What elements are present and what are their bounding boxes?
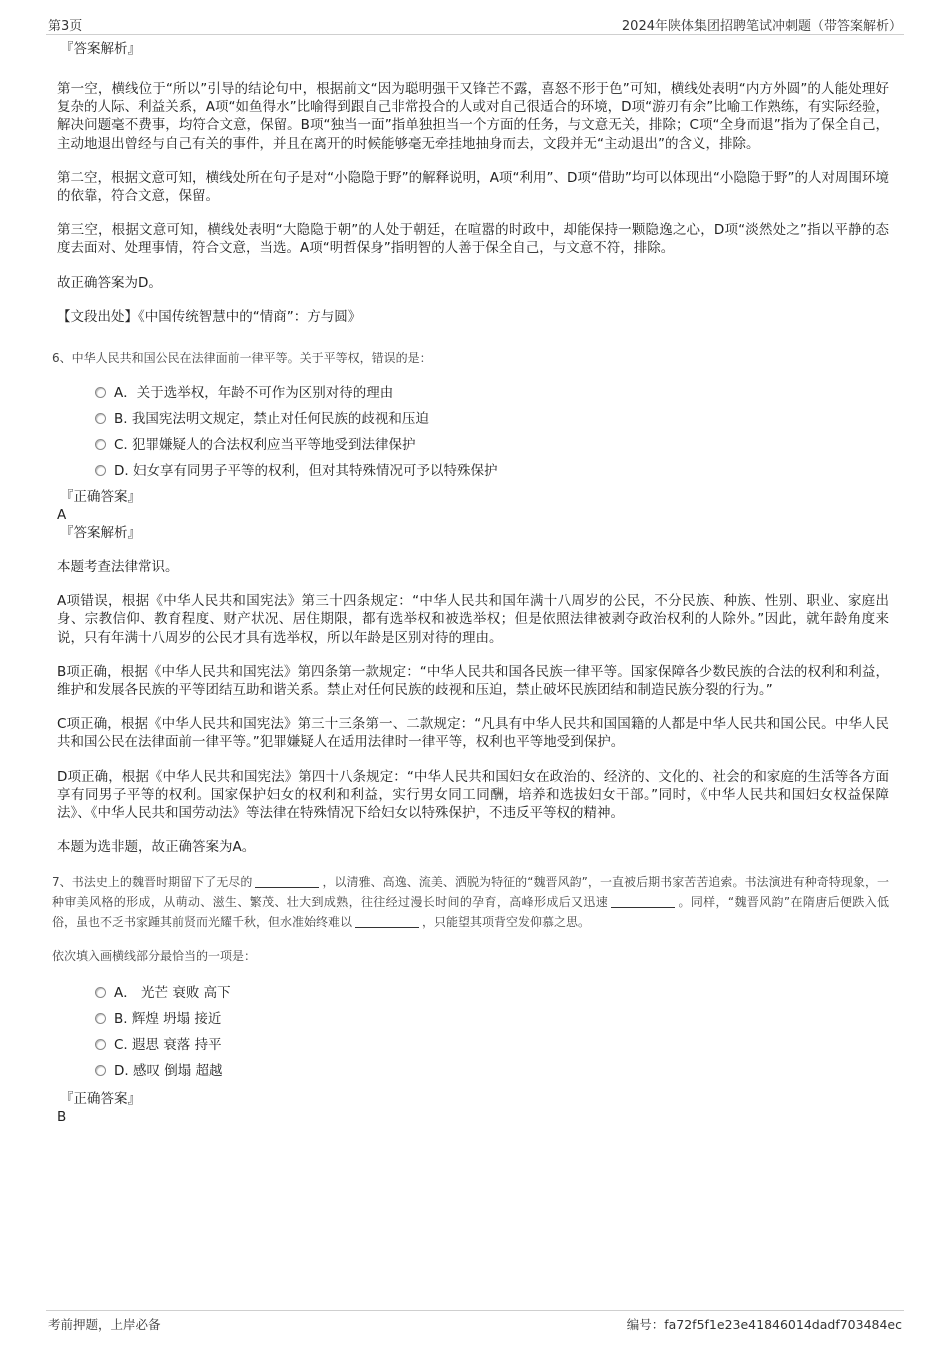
option-b[interactable]	[95, 1006, 889, 1032]
correct-answer-label: 『正确答案』	[60, 489, 141, 506]
radio-icon[interactable]	[95, 413, 106, 424]
footer-slogan: 考前押题，上岸必备	[48, 1317, 161, 1332]
option-label: D. 妇女享有同男子平等的权利，但对其特殊情况可予以特殊保护	[114, 463, 498, 480]
option-list	[57, 980, 889, 1084]
analysis-label: 『答案解析』	[60, 525, 141, 542]
question-stem: 6、中华人民共和国公民在法律面前一律平等。关于平等权，错误的是：	[52, 351, 432, 366]
page-content	[52, 40, 889, 1126]
option-list	[57, 380, 889, 484]
analysis-paragraph: 第三空，根据文意可知，横线处表明“大隐隐于朝”的人处于朝廷，在喧嚣的时政中，却能保持一颗隐逸之心，D项“淡然处之”指以平静的态度去面对、处理事情，符合文意，当选。A项“明哲保身”指明智的人善于保全自己，与文意不符，排除。	[57, 222, 889, 257]
option-label: B. 我国宪法明文规定，禁止对任何民族的歧视和压迫	[114, 411, 429, 428]
document-code: 编号：fa72f5f1e23e41846014dadf703484ec	[626, 1317, 902, 1332]
option-label: A． 光芒 衰败 高下	[114, 985, 231, 1002]
analysis-paragraph: 第一空，横线位于“所以”引导的结论句中，根据前文“因为聪明强干又锋芒不露，喜怒不形于色”可知，横线处表明“内方外圆”的人能处理好复杂的人际、利益关系，A项“如鱼得水”比喻得到跟自己非常投合的人或对自己很适合的环境，D项“游刃有余”比喻工作熟练，有实际经验，解决问题毫不费事，均符合文意，保留。B项“独当一面”指单独担当一个方面的任务，与文意无关，排除；C项“全身而退”指为了保全自己，主动地退出曾经与自己有关的事件，并且在离开的时候能够毫无牵挂地抽身而去，文段并无“主动退出”的含义，排除。	[57, 81, 889, 152]
option-label: A．关于选举权，年龄不可作为区别对待的理由	[114, 385, 394, 402]
radio-icon[interactable]	[95, 1065, 106, 1076]
option-d[interactable]	[95, 1058, 889, 1084]
question-stem: 7、书法史上的魏晋时期留下了无尽的 ，以清雅、高逸、流美、洒脱为特征的“魏晋风韵”，一直被后期书家苦苦追索。书法演进有种奇特现象，一种审美风格的形成，从萌动、滋生、繁茂、壮大到成熟，往往经过漫长时间的孕育，高峰形成后又迅速 。同样，“魏晋风韵”在隋唐后便跌入低俗，虽也不乏书家踵其前贤而光耀千秋，但水准始终难以 ，只能望其项背空发仰慕之思。	[52, 875, 889, 930]
analysis-paragraph: A项错误，根据《中华人民共和国宪法》第三十四条规定：“中华人民共和国年满十八周岁的公民，不分民族、种族、性别、职业、家庭出身、宗教信仰、教育程度、财产状况、居住期限，都有选举权和被选举权；但是依照法律被剥夺政治权利的人除外。”因此，就年龄角度来说，只有年满十八周岁的公民才具有选举权，所以年龄是区别对待的理由。	[57, 593, 889, 646]
radio-icon[interactable]	[95, 1013, 106, 1024]
option-c[interactable]	[95, 1032, 889, 1058]
correct-answer: B	[57, 1109, 67, 1126]
fill-blank	[255, 875, 319, 888]
option-label: C. 遐思 衰落 持平	[114, 1037, 222, 1054]
analysis-label: 『答案解析』	[60, 41, 141, 57]
fill-blank	[355, 915, 419, 928]
analysis-paragraph: 本题考查法律常识。	[57, 559, 179, 576]
option-label: D. 感叹 倒塌 超越	[114, 1063, 223, 1080]
analysis-paragraph: D项正确，根据《中华人民共和国宪法》第四十八条规定：“中华人民共和国妇女在政治的、经济的、文化的、社会的和家庭的生活等各方面享有同男子平等的权利。国家保护妇女的权利和利益，实行男女同工同酬，培养和选拔妇女干部。”同时，《中华人民共和国妇女权益保障法》、《中华人民共和国劳动法》等法律在特殊情况下给妇女以特殊保护，不违反平等权的精神。	[57, 768, 889, 822]
document-title: 2024年陕体集团招聘笔试冲刺题（带答案解析）	[621, 19, 902, 34]
analysis-paragraph: B项正确，根据《中华人民共和国宪法》第四条第一款规定：“中华人民共和国各民族一律平等。国家保障各少数民族的合法的权利和利益，维护和发展各民族的平等团结互助和谐关系。禁止对任何民族的歧视和压迫，禁止破坏民族团结和制造民族分裂的行为。”	[57, 663, 889, 699]
option-d[interactable]	[95, 458, 889, 484]
option-c[interactable]	[95, 432, 889, 458]
page-header	[46, 12, 904, 35]
option-a[interactable]	[95, 380, 889, 406]
option-b[interactable]	[95, 406, 889, 432]
page-number: 第3页	[48, 19, 83, 34]
analysis-paragraph: C项正确，根据《中华人民共和国宪法》第三十三条第一、二款规定：“凡具有中华人民共和国国籍的人都是中华人民共和国公民。中华人民共和国公民在法律面前一律平等。”犯罪嫌疑人在适用法律时一律平等，权利也平等地受到保护。	[57, 716, 889, 751]
correct-answer-label: 『正确答案』	[60, 1091, 141, 1108]
option-a[interactable]	[95, 980, 889, 1006]
question-prompt: 依次填入画横线部分最恰当的一项是：	[52, 949, 257, 964]
radio-icon[interactable]	[95, 987, 106, 998]
radio-icon[interactable]	[95, 387, 106, 398]
correct-answer: A	[57, 507, 67, 524]
source-citation: 【文段出处】《中国传统智慧中的“情商”：方与圆》	[57, 308, 362, 325]
answer-statement: 本题为选非题，故正确答案为A。	[57, 839, 256, 856]
analysis-paragraph: 第二空，根据文意可知，横线处所在句子是对“小隐隐于野”的解释说明，A项“利用”、D项“借助”均可以体现出“小隐隐于野”的人对周围环境的依靠，符合文意，保留。	[57, 169, 889, 205]
radio-icon[interactable]	[95, 1039, 106, 1050]
option-label: B. 辉煌 坍塌 接近	[114, 1011, 222, 1028]
page-footer	[46, 1310, 904, 1337]
answer-statement: 故正确答案为D。	[57, 274, 162, 291]
radio-icon[interactable]	[95, 439, 106, 450]
fill-blank	[611, 895, 675, 908]
radio-icon[interactable]	[95, 465, 106, 476]
option-label: C. 犯罪嫌疑人的合法权利应当平等地受到法律保护	[114, 437, 416, 454]
